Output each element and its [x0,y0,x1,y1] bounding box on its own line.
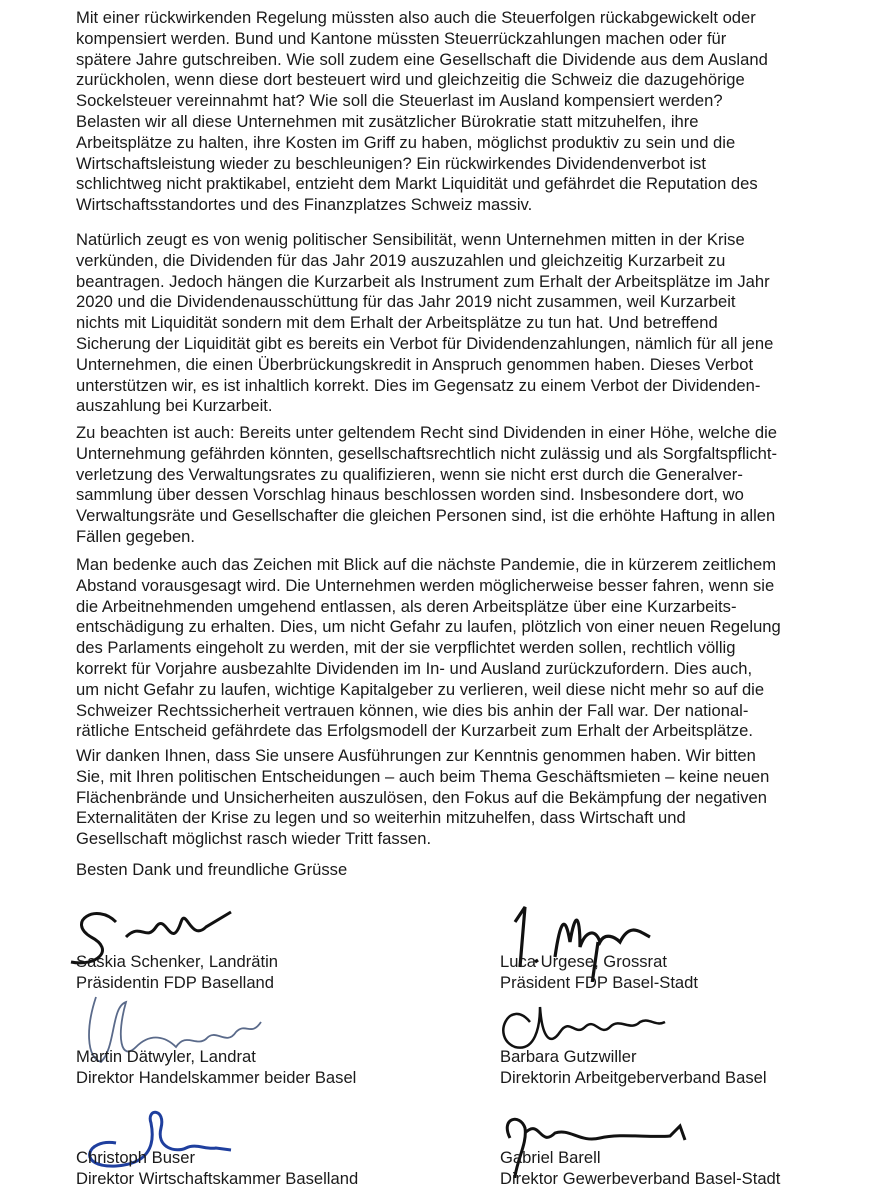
text-line: Sicherung der Liquidität gibt es bereits ein Verbot für Dividendenzahlungen, nämlich für all jene [76,333,774,353]
text-line: Verwaltungsräte und Gesellschafter die gleichen Personen sind, ist die erhöhte Haftung in allen [76,506,776,526]
signatory-name: Barbara Gutzwiller [500,1047,637,1066]
text-line: Zu beachten ist auch: Bereits unter geltendem Recht sind Dividenden in einer Höhe, welche die [76,423,778,442]
text-line: schlichtweg nicht praktikabel, entzieht dem Markt Liquidität und gefährdet die Reputation des [76,174,758,194]
paragraph-5 [76,746,876,850]
text-line: Wir danken Ihnen, dass Sie unsere Ausführungen zur Kenntnis genommen haben. Wir bitten [76,746,756,765]
text-line: Abstand vorausgesagt wird. Die Unternehmen werden möglicherweise besser fahren, wenn sie [76,575,775,595]
signatory-title: Präsidentin FDP Baselland [76,972,275,992]
text-line: um nicht Gefahr zu laufen, wichtige Kapitalgeber zu verlieren, weil diese nicht mehr so auf die [76,679,765,699]
text-line: spätere Jahre gutschreiben. Wie soll zudem eine Gesellschaft die Dividende aus dem Ausland [76,49,768,69]
text-line: Arbeitsplätze zu halten, ihre Kosten im Griff zu haben, möglichst produktiv zu sein und die [76,132,736,152]
text-line: nichts mit Liquidität sondern mit dem Erhalt der Arbeitsplätze zu tun hat. Und betreffend [76,313,718,333]
text-line: rätliche Entscheid gefährdete das Erfolgsmodell der Kurzarbeit zum Erhalt der Arbeitsplätze. [76,721,754,741]
paragraph-1 [76,8,876,216]
text-line: Schweizer Rechtssicherheit vertrauen können, wie dies bis anhin der Fall war. Der national- [76,700,749,720]
signatory-name: Christoph Buser [76,1148,195,1167]
text-line: Fällen gegeben. [76,526,196,546]
signatory-title: Direktorin Arbeitgeberverband Basel [500,1067,767,1087]
signatory-title: Präsident FDP Basel-Stadt [500,972,698,992]
signatory-title: Direktor Gewerbeverband Basel-Stadt [500,1168,781,1188]
text-line: kompensiert werden. Bund und Kantone müssten Steuerrückzahlungen machen oder für [76,28,727,48]
text-line: Unternehmung gefährden könnten, gesellschaftsrechtlich nicht zulässig und als Sorgfaltspflicht- [76,443,778,463]
text-line: des Parlaments eingeholt zu werden, mit der sie verpflichtet werden sollen, rechtlich völlig [76,638,736,658]
closing-line: Besten Dank und freundliche Grüsse [76,860,348,879]
text-line: verletzung des Verwaltungsrates zu qualifizieren, wenn sie nicht erst durch die Generalver- [76,464,743,484]
text-line: Sockelsteuer vereinnahmt hat? Wie soll die Steuerlast im Ausland kompensiert werden? [76,91,723,111]
signatory-name: Luca Urgese, Grossrat [500,952,667,971]
text-line: Man bedenke auch das Zeichen mit Blick auf die nächste Pandemie, die in kürzerem zeitlichem [76,555,777,574]
paragraph-3 [76,423,876,548]
signature-block-barell [500,1148,880,1189]
text-line: Gesellschaft möglichst rasch wieder Tritt fassen. [76,829,432,849]
text-line: verkünden, die Dividenden für das Jahr 2019 auszuzahlen und gleichzeitig Kurzarbeit zu [76,250,726,270]
text-line: Belasten wir all diese Unternehmen mit zusätzlicher Bürokratie statt mitzuhelfen, ihre [76,111,699,131]
signature-block-buser [76,1148,456,1189]
text-line: Externalitäten der Krise zu legen und so weiterhin mitzuhelfen, dass Wirtschaft und [76,808,686,828]
text-line: die Arbeitnehmenden umgehend entlassen, als deren Arbeitsplätze über eine Kurzarbeits- [76,596,737,616]
text-line: Wirtschaftsstandortes und des Finanzplatzes Schweiz massiv. [76,195,533,215]
text-line: 2020 und die Dividendenausschüttung für das Jahr 2019 nicht zusammen, weil Kurzarbeit [76,292,736,312]
text-line: Natürlich zeugt es von wenig politischer Sensibilität, wenn Unternehmen mitten in der Krise [76,230,745,249]
text-line: Sie, mit Ihren politischen Entscheidungen – auch beim Thema Geschäftsmieten – keine neuen [76,766,770,786]
signatory-title: Direktor Wirtschaftskammer Baselland [76,1168,359,1188]
signature-block-urgese [500,952,880,993]
paragraph-4 [76,555,876,742]
text-line: unterstützen wir, es ist inhaltlich korrekt. Dies im Gegensatz zu einem Verbot der Dividenden- [76,375,761,395]
signatory-title: Direktor Handelskammer beider Basel [76,1067,357,1087]
text-line: entschädigung zu erhalten. Dies, um nicht Gefahr zu laufen, plötzlich von einer neuen Regelung [76,617,781,637]
paragraph-2 [76,230,876,417]
text-line: Wirtschaftsleistung wieder zu beschleunigen? Ein rückwirkendes Dividendenverbot ist [76,153,706,173]
text-line: auszahlung bei Kurzarbeit. [76,396,273,416]
signatory-name: Martin Dätwyler, Landrat [76,1047,256,1066]
text-line: Mit einer rückwirkenden Regelung müssten also auch die Steuerfolgen rückabgewickelt oder [76,8,756,27]
text-line: korrekt für Vorjahre ausbezahlte Dividenden im In- und Ausland zurückzufordern. Dies auch, [76,658,753,678]
text-line: zurückholen, wenn diese dort besteuert wird und gleichzeitig die Schweiz die dazugehörige [76,70,745,90]
text-line: Flächenbrände und Unsicherheiten auszulösen, den Fokus auf die Bekämpfung der negativen [76,787,767,807]
text-line: beantragen. Jedoch hängen die Kurzarbeit als Instrument zum Erhalt der Arbeitsplätze im Jahr [76,271,770,291]
signature-block-datwyler [76,1047,456,1088]
signature-block-gutzwiller [500,1047,880,1088]
text-line: Unternehmen, die einen Überbrückungskredit in Anspruch genommen haben. Dieses Verbot [76,354,754,374]
signature-block-schenker [76,952,456,993]
signatory-name: Saskia Schenker, Landrätin [76,952,279,971]
signatory-name: Gabriel Barell [500,1148,601,1167]
text-line: sammlung über dessen Vorschlag hinaus beschlossen worden sind. Insbesondere dort, wo [76,485,744,505]
